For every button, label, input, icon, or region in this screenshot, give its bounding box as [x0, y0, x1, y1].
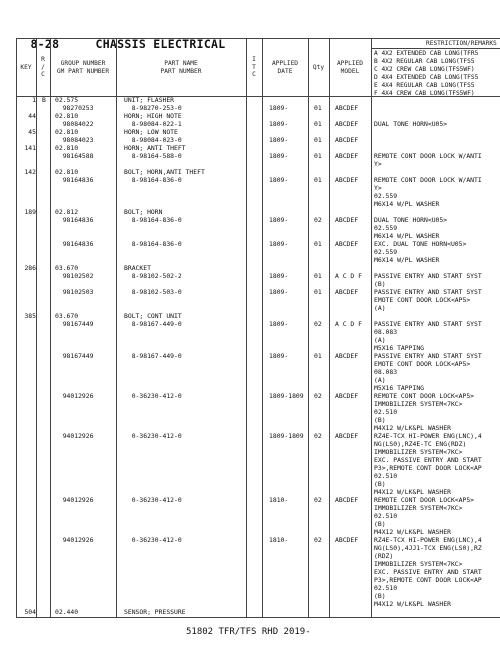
table-row	[16, 96, 500, 104]
remark-cell: 08.083	[374, 368, 398, 376]
table-row	[16, 112, 500, 120]
part-cell: 8-98164-836-0	[124, 216, 182, 224]
table-row	[16, 416, 500, 424]
qty-cell: 01	[314, 240, 322, 248]
remark-cell: PASSIVE ENTRY AND START SYST	[374, 272, 482, 280]
remark-cell: (B)	[374, 520, 386, 528]
part-cell: SENSOR; PRESSURE	[124, 608, 186, 616]
key-cell: 189	[24, 208, 36, 216]
applied-model-cell: ABCDEF	[335, 216, 359, 224]
col-header-rc: R / C	[41, 56, 45, 78]
page-label: 8-28	[30, 37, 60, 51]
table-row	[16, 448, 500, 456]
table-row	[16, 320, 500, 328]
table-row	[16, 408, 500, 416]
group-number-cell: 02.440	[55, 608, 79, 616]
qty-cell: 02	[314, 392, 322, 400]
qty-cell: 01	[314, 104, 322, 112]
applied-model-cell: ABCDEF	[335, 120, 359, 128]
remark-cell: NG(LS0),RZ4E-TC ENG(RDZ)	[374, 440, 467, 448]
table-row	[16, 368, 500, 376]
qty-cell: 02	[314, 496, 322, 504]
table-row	[16, 144, 500, 152]
remark-cell: IMMOBILIZER SYSTEM<7KC>	[374, 560, 463, 568]
applied-date-cell: 1809-	[269, 152, 289, 160]
remark-cell: RZ4E-TCX HI-POWER ENG(LNC),4	[374, 432, 482, 440]
table-row	[16, 184, 500, 192]
group-number-cell: 98164836	[55, 216, 94, 224]
applied-date-cell: 1809-	[269, 120, 289, 128]
remark-cell: 02.510	[374, 512, 398, 520]
remark-cell: (A)	[374, 304, 386, 312]
applied-model-cell: ABCDEF	[335, 136, 359, 144]
table-row	[16, 120, 500, 128]
group-number-cell: 94012926	[55, 432, 94, 440]
group-number-cell: 98167449	[55, 352, 94, 360]
group-number-cell: 02.810	[55, 168, 79, 176]
remark-cell: 02.510	[374, 408, 398, 416]
table-row	[16, 592, 500, 600]
part-cell: 0-36230-412-0	[124, 392, 182, 400]
applied-date-cell: 1809-	[269, 288, 289, 296]
part-cell: 8-98084-022-1	[124, 120, 182, 128]
part-cell: BOLT; HORN	[124, 208, 163, 216]
remark-cell: EXC. PASSIVE ENTRY AND START	[374, 568, 482, 576]
remark-cell: NG(LS0),4JJ1-TCX ENG(LS0),RZ	[374, 544, 482, 552]
part-cell: 8-98164-588-0	[124, 152, 182, 160]
remark-cell: (B)	[374, 416, 386, 424]
remark-cell: IMMOBILIZER SYSTEM<7KC>	[374, 448, 463, 456]
model-option: A 4X2 EXTENDED CAB LONG(TFR5	[374, 50, 479, 57]
part-cell: 8-98167-449-0	[124, 320, 182, 328]
table-row	[16, 568, 500, 576]
table-row	[16, 216, 500, 224]
part-cell: BRACKET	[124, 264, 151, 272]
table-row	[16, 248, 500, 256]
table-row	[16, 376, 500, 384]
model-option: F 4X4 CREW CAB LONG(TFS5WF)	[374, 90, 475, 97]
remark-cell: 02.510	[374, 584, 398, 592]
part-cell: BOLT; CONT UNIT	[124, 312, 182, 320]
remark-cell: P3>,REMOTE CONT DOOR LOCK<AP	[374, 464, 482, 472]
qty-cell: 01	[314, 152, 322, 160]
applied-model-cell: ABCDEF	[335, 152, 359, 160]
applied-date-cell: 1809-	[269, 272, 289, 280]
part-cell: 8-98164-836-0	[124, 240, 182, 248]
applied-date-cell: 1809-1809	[269, 432, 304, 440]
part-cell: 8-98102-503-0	[124, 288, 182, 296]
group-number-cell: 02.810	[55, 128, 79, 136]
key-cell: 1	[32, 96, 36, 104]
remark-cell: PASSIVE ENTRY AND START SYST	[374, 320, 482, 328]
remark-cell: PASSIVE ENTRY AND START SYST	[374, 288, 482, 296]
model-option: B 4X2 REGULAR CAB LONG(TFS5	[374, 58, 475, 65]
remark-cell: Y>	[374, 184, 382, 192]
table-row	[16, 512, 500, 520]
qty-cell: 01	[314, 288, 322, 296]
col-header-qty: Qty	[312, 64, 325, 71]
applied-date-cell: 1810-	[269, 496, 289, 504]
restriction-remarks-header: RESTRICTION/REMARKS	[426, 40, 497, 47]
table-row	[16, 552, 500, 560]
table-row	[16, 352, 500, 360]
table-row	[16, 480, 500, 488]
table-row	[16, 160, 500, 168]
table-row	[16, 384, 500, 392]
part-cell: 8-98084-023-0	[124, 136, 182, 144]
part-cell: 8-98167-449-0	[124, 352, 182, 360]
remark-cell: 02.559	[374, 192, 398, 200]
group-number-cell: 94012926	[55, 536, 94, 544]
part-cell: 8-98102-502-2	[124, 272, 182, 280]
applied-date-cell: 1809-	[269, 104, 289, 112]
col-header-date: APPLIED DATE	[271, 60, 299, 75]
qty-cell: 02	[314, 216, 322, 224]
applied-model-cell: ABCDEF	[335, 496, 359, 504]
group-number-cell: 03.670	[55, 312, 79, 320]
remark-cell: IMMOBILIZER SYSTEM<7KC>	[374, 400, 463, 408]
table-row	[16, 600, 500, 608]
table-row	[16, 528, 500, 536]
part-cell: HORN; ANTI THEFT	[124, 144, 186, 152]
model-option: E 4X4 REGULAR CAB LONG(TFS5	[374, 82, 475, 89]
qty-cell: 01	[314, 120, 322, 128]
remark-cell: (B)	[374, 280, 386, 288]
table-row	[16, 544, 500, 552]
applied-model-cell: ABCDEF	[335, 392, 359, 400]
qty-cell: 02	[314, 320, 322, 328]
applied-model-cell: ABCDEF	[335, 104, 359, 112]
part-cell: 8-98270-253-0	[124, 104, 182, 112]
table-row	[16, 336, 500, 344]
table-row	[16, 344, 500, 352]
table-row	[16, 608, 500, 616]
group-number-cell: 98164836	[55, 240, 94, 248]
qty-cell: 01	[314, 176, 322, 184]
group-number-cell: 94012926	[55, 392, 94, 400]
remark-cell: M6X14 W/PL WASHER	[374, 200, 440, 208]
table-row	[16, 312, 500, 320]
qty-cell: 01	[314, 136, 322, 144]
table-row	[16, 360, 500, 368]
applied-date-cell: 1809-1809	[269, 392, 304, 400]
parts-table	[16, 38, 500, 618]
remark-cell: (B)	[374, 480, 386, 488]
group-number-cell: 98270253	[55, 104, 94, 112]
applied-date-cell: 1809-	[269, 240, 289, 248]
applied-model-cell: ABCDEF	[335, 240, 359, 248]
table-row	[16, 472, 500, 480]
remark-cell: M4X12 W/LK&PL WASHER	[374, 600, 451, 608]
applied-model-cell: A C D F	[335, 272, 362, 280]
remark-cell: REMOTE CONT DOOR LOCK W/ANTI	[374, 176, 482, 184]
group-number-cell: 98084023	[55, 136, 94, 144]
group-number-cell: 02.810	[55, 112, 79, 120]
table-row	[16, 328, 500, 336]
table-row	[16, 560, 500, 568]
model-option: C 4X2 CREW CAB LONG(TFS5WF)	[374, 66, 475, 73]
table-row	[16, 424, 500, 432]
table-row	[16, 392, 500, 400]
table-row	[16, 176, 500, 184]
table-row	[16, 432, 500, 440]
key-cell: 142	[24, 168, 36, 176]
table-row	[16, 584, 500, 592]
table-row	[16, 104, 500, 112]
remark-cell: M4X12 W/LK&PL WASHER	[374, 488, 451, 496]
table-row	[16, 208, 500, 216]
table-row	[16, 496, 500, 504]
remark-cell: REMOTE CONT DOOR LOCK<AP5>	[374, 392, 475, 400]
table-row	[16, 264, 500, 272]
table-row	[16, 296, 500, 304]
applied-date-cell: 1810-	[269, 536, 289, 544]
table-row	[16, 152, 500, 160]
table-row	[16, 536, 500, 544]
remark-cell: M5X16 TAPPING	[374, 344, 425, 352]
col-header-itc: I T C	[252, 56, 256, 78]
remark-cell: (A)	[374, 376, 386, 384]
applied-date-cell: 1809-	[269, 320, 289, 328]
part-cell: 8-98164-836-0	[124, 176, 182, 184]
table-row	[16, 272, 500, 280]
remark-cell: IMMOBILIZER SYSTEM<7KC>	[374, 504, 463, 512]
group-number-cell: 02.810	[55, 144, 79, 152]
applied-date-cell: 1809-	[269, 352, 289, 360]
table-row	[16, 168, 500, 176]
table-row	[16, 576, 500, 584]
table-row	[16, 400, 500, 408]
col-header-key: KEY	[20, 64, 32, 71]
remark-cell: REMOTE CONT DOOR LOCK<AP5>	[374, 496, 475, 504]
key-cell: 504	[24, 608, 36, 616]
table-row	[16, 136, 500, 144]
remark-cell: EXC. PASSIVE ENTRY AND START	[374, 456, 482, 464]
applied-model-cell: A C D F	[335, 320, 362, 328]
table-row	[16, 288, 500, 296]
table-row	[16, 488, 500, 496]
remark-cell: (RDZ)	[374, 552, 394, 560]
table-row	[16, 200, 500, 208]
group-number-cell: 98084022	[55, 120, 94, 128]
col-header-part: PART NAME PART NUMBER	[160, 60, 202, 75]
remark-cell: 02.510	[374, 472, 398, 480]
part-cell: 0-36230-412-0	[124, 432, 182, 440]
remark-cell: 02.559	[374, 248, 398, 256]
applied-model-cell: ABCDEF	[335, 288, 359, 296]
group-number-cell: 98102503	[55, 288, 94, 296]
part-cell: 0-36230-412-0	[124, 496, 182, 504]
remark-cell: Y>	[374, 160, 382, 168]
table-row	[16, 128, 500, 136]
key-cell: 45	[28, 128, 36, 136]
col-header-model: APPLIED MODEL	[336, 60, 364, 75]
group-number-cell: 03.670	[55, 264, 79, 272]
remark-cell: EMOTE CONT DOOR LOCK<AP5>	[374, 296, 471, 304]
remark-cell: (B)	[374, 592, 386, 600]
group-number-cell: 02.575	[55, 96, 79, 104]
applied-model-cell: ABCDEF	[335, 176, 359, 184]
part-cell: BOLT; HORN,ANTI THEFT	[124, 168, 205, 176]
applied-model-cell: ABCDEF	[335, 536, 359, 544]
table-row	[16, 224, 500, 232]
table-row	[16, 504, 500, 512]
group-number-cell: 98164836	[55, 176, 94, 184]
remark-cell: EMOTE CONT DOOR LOCK<AP5>	[374, 360, 471, 368]
remark-cell: M4X12 W/LK&PL WASHER	[374, 424, 451, 432]
part-cell: UNIT; FLASHER	[124, 96, 175, 104]
remark-cell: PASSIVE ENTRY AND START SYST	[374, 352, 482, 360]
part-cell: HORN; HIGH NOTE	[124, 112, 182, 120]
key-cell: 44	[28, 112, 36, 120]
remark-cell: 08.083	[374, 328, 398, 336]
group-number-cell: 98167449	[55, 320, 94, 328]
table-row	[16, 456, 500, 464]
qty-cell: 02	[314, 432, 322, 440]
part-cell: 0-36230-412-0	[124, 536, 182, 544]
table-row	[16, 440, 500, 448]
table-row	[16, 192, 500, 200]
applied-model-cell: ABCDEF	[335, 432, 359, 440]
model-option: D 4X4 EXTENDED CAB LONG(TFS5	[374, 74, 479, 81]
remark-cell: M6X14 W/PL WASHER	[374, 256, 440, 264]
remark-cell: M5X16 TAPPING	[374, 384, 425, 392]
section-title: CHASSIS ELECTRICAL	[95, 37, 226, 51]
part-cell: HORN; LOW NOTE	[124, 128, 178, 136]
remark-cell: M6X14 W/PL WASHER	[374, 232, 440, 240]
group-number-cell: 94012926	[55, 496, 94, 504]
qty-cell: 02	[314, 536, 322, 544]
group-number-cell: 98164588	[55, 152, 94, 160]
remark-cell: DUAL TONE HORN<U05>	[374, 120, 448, 128]
applied-date-cell: 1809-	[269, 136, 289, 144]
remark-cell: M4X12 W/LK&PL WASHER	[374, 528, 451, 536]
table-row	[16, 280, 500, 288]
table-row	[16, 464, 500, 472]
remark-cell: 02.559	[374, 224, 398, 232]
table-row	[16, 240, 500, 248]
table-row	[16, 304, 500, 312]
key-cell: 141	[24, 144, 36, 152]
remark-cell: P3>,REMOTE CONT DOOR LOCK<AP	[374, 576, 482, 584]
remark-cell: REMOTE CONT DOOR LOCK W/ANTI	[374, 152, 482, 160]
remark-cell: (A)	[374, 336, 386, 344]
group-number-cell: 98102502	[55, 272, 94, 280]
col-header-group: GROUP NUMBER GM PART NUMBER	[56, 60, 110, 75]
qty-cell: 01	[314, 272, 322, 280]
remark-cell: RZ4E-TCX HI-POWER ENG(LNC),4	[374, 536, 482, 544]
key-cell: 286	[24, 264, 36, 272]
table-row	[16, 232, 500, 240]
rc-cell: B	[42, 96, 46, 104]
qty-cell: 01	[314, 352, 322, 360]
remark-cell: DUAL TONE HORN<U05>	[374, 216, 448, 224]
table-row	[16, 256, 500, 264]
applied-date-cell: 1809-	[269, 176, 289, 184]
remark-cell: EXC. DUAL TONE HORN<U05>	[374, 240, 467, 248]
key-cell: 385	[24, 312, 36, 320]
applied-date-cell: 1809-	[269, 216, 289, 224]
applied-model-cell: ABCDEF	[335, 352, 359, 360]
table-row	[16, 520, 500, 528]
group-number-cell: 02.812	[55, 208, 79, 216]
page-footer: 51802 TFR/TFS RHD 2019-	[186, 627, 311, 637]
